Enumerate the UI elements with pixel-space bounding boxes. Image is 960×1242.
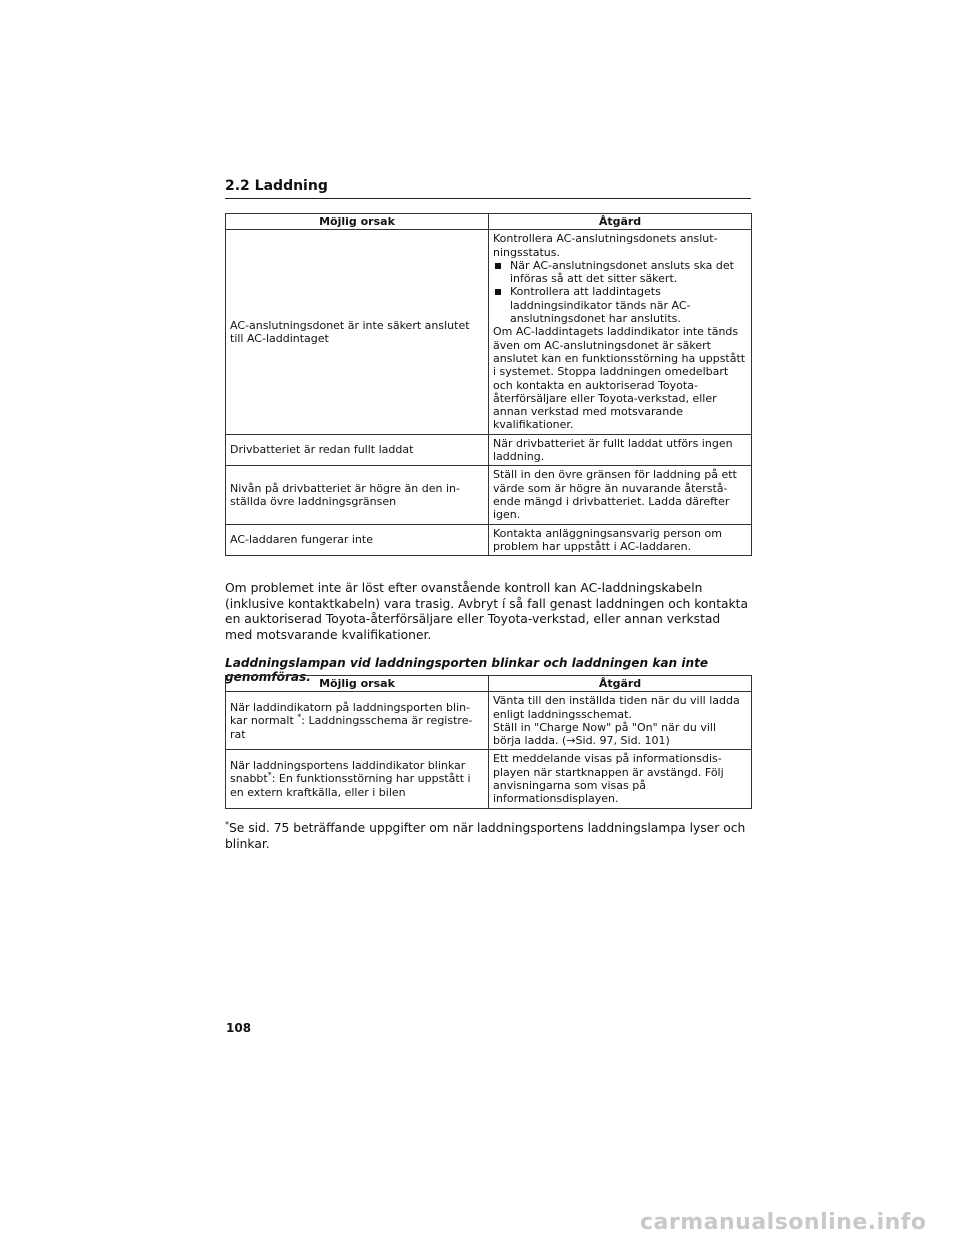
column-header-action: Åtgärd: [489, 676, 752, 692]
cause-text: När laddindikatorn på laddningsporten blin-kar normalt: [230, 700, 471, 728]
page-number: 108: [226, 1021, 252, 1035]
bullet-square-icon: [495, 263, 501, 269]
table-row: [226, 466, 752, 524]
table-row: [226, 230, 752, 434]
bullet-text: När AC-anslutningsdonet ansluts ska det införas så att det sitter säkert.: [510, 258, 734, 286]
cause-cell: Nivån på drivbatteriet är högre än den in-ställda övre laddningsgränsen: [226, 466, 489, 524]
body-paragraph: Om problemet inte är löst efter ovanstående kontroll kan AC-laddningskabeln (inklusive kontaktkabeln) vara trasig. Avbryt í så fall genast laddningen och kontakta en auktoriserad Toyota-återförsäljare eller Toyota-verkstad, eller annan verkstad med motsvarande kvalifikationer.: [225, 581, 749, 642]
bullet-item: [493, 285, 747, 325]
troubleshooting-table-ac: [225, 213, 752, 556]
action-cell: När drivbatteriet är fullt laddat utförs ingen laddning.: [489, 434, 752, 466]
column-header-cause: Möjlig orsak: [226, 214, 489, 230]
cause-cell: AC-anslutningsdonet är inte säkert anslutet till AC-laddintaget: [226, 230, 489, 434]
column-header-cause: Möjlig orsak: [226, 676, 489, 692]
action-text: Kontrollera AC-anslutningsdonets anslut-ningsstatus.: [493, 232, 718, 259]
table-row: [226, 434, 752, 466]
cause-text: : Laddningsschema är registre-rat: [230, 714, 473, 741]
cause-cell: AC-laddaren fungerar inte: [226, 524, 489, 556]
section-header: 2.2 Laddning: [225, 178, 751, 199]
bullet-item: [493, 259, 747, 286]
table-row: [226, 750, 752, 808]
troubleshooting-table-charging-lamp: [225, 675, 752, 809]
subheading: Laddningslampan vid laddningsporten blinkar och laddningen kan inte genomföras.: [225, 656, 709, 684]
column-header-action: Åtgärd: [489, 214, 752, 230]
action-text: Ställ in "Charge Now" på "On" när du vill börja ladda. (→Sid. 97, Sid. 101): [493, 720, 717, 748]
table-header-row: [226, 214, 752, 230]
footnote: [225, 821, 751, 852]
table-row: [226, 692, 752, 750]
action-cell: Ett meddelande visas på informationsdis-playen när startknappen är avstängd. Följ anvisningarna som visas på informationsdisplayen.: [489, 750, 752, 808]
table-header-row: [226, 676, 752, 692]
footnote-marker: *: [225, 819, 229, 829]
action-text: Om AC-laddintagets laddindikator inte tänds även om AC-anslutningsdonet är säkert anslutet kan en funktionsstörning ha uppstått i systemet. Stoppa laddningen omedelbart och kontakta en auktoriserad Toyota-återförsäljare eller Toyota-verkstad, eller annan verkstad med motsvarande kvalifikationer.: [493, 325, 746, 432]
table-row: [226, 524, 752, 556]
action-cell: [489, 230, 752, 434]
action-cell: [489, 692, 752, 750]
cause-cell: Drivbatteriet är redan fullt laddat: [226, 434, 489, 466]
footnote-marker: *: [267, 770, 272, 780]
footnote-text: Se sid. 75 beträffande uppgifter om när laddningsportens laddningslampa lyser och blinkar.: [225, 821, 746, 851]
cause-cell: [226, 692, 489, 750]
cause-text: När laddningsportens laddindikator blinkar snabbt: [230, 759, 466, 786]
action-cell: Kontakta anläggningsansvarig person om problem har uppstått i AC-laddaren.: [489, 524, 752, 556]
watermark: carmanualsonline.info: [640, 1210, 927, 1235]
bullet-text: Kontrollera att laddintagets laddningsindikator tänds när AC-anslutningsdonet har anslutits.: [510, 285, 691, 326]
action-cell: Ställ in den övre gränsen för laddning på ett värde som är högre än nuvarande återstå-ende mängd i drivbatteriet. Ladda därefter igen.: [489, 466, 752, 524]
cause-cell: [226, 750, 489, 808]
footnote-marker: *: [297, 712, 302, 722]
action-text: Vänta till den inställda tiden när du vill ladda enligt laddningsschemat.: [493, 694, 740, 721]
cause-text: : En funktionsstörning har uppstått i en extern kraftkälla, eller i bilen: [230, 772, 471, 799]
bullet-square-icon: [495, 289, 501, 295]
